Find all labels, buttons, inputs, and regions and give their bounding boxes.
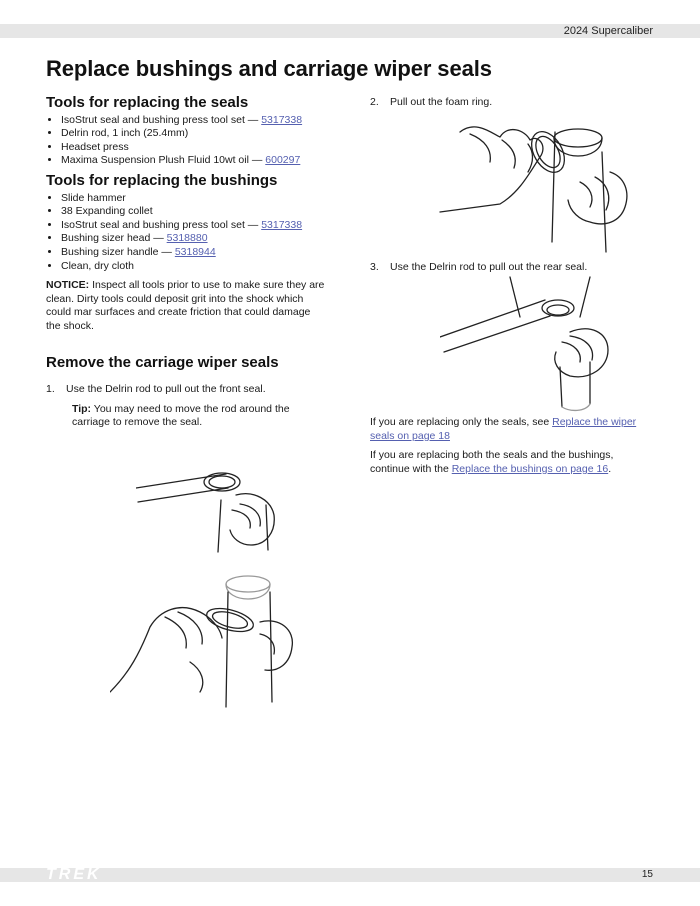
doc-title: 2024 Supercaliber xyxy=(563,25,653,37)
bushing-tools-list xyxy=(46,192,326,274)
list-item: • Maxima Suspension Plush Fluid 10wt oil — 600297 xyxy=(61,154,326,168)
front-seal-illustration xyxy=(136,460,281,555)
step-3: 3. Use the Delrin rod to pull out the rear seal. xyxy=(370,261,588,273)
header-bar xyxy=(0,24,700,38)
list-item: • IsoStrut seal and bushing press tool set — 5317338 xyxy=(61,219,326,233)
bushing-tools-heading: Tools for replacing the bushings xyxy=(46,171,278,189)
seal-removal-illustration xyxy=(110,572,300,712)
step-2: 2. Pull out the foam ring. xyxy=(370,96,493,108)
tip-paragraph: Tip: You may need to move the rod around the carriage to remove the seal. xyxy=(72,402,290,429)
right-column xyxy=(370,96,655,110)
list-item: • IsoStrut seal and bushing press tool set — 5317338 xyxy=(61,114,326,128)
right-column-notes xyxy=(370,416,655,476)
list-item: • Headset press xyxy=(61,141,326,155)
list-item: • Bushing sizer head — 5318880 xyxy=(61,232,326,246)
step-1: 1. Use the Delrin rod to pull out the front seal. xyxy=(46,383,266,396)
foam-ring-illustration xyxy=(430,112,640,257)
list-item: • 38 Expanding collet xyxy=(61,205,326,219)
page-title: Replace bushings and carriage wiper seals xyxy=(46,56,492,81)
rear-seal-illustration xyxy=(440,272,620,412)
notice-paragraph: NOTICE: Inspect all tools prior to use to make sure they are clean. Dirty tools could deposit grit into the shock which could mar surfaces and create friction that could damage the shock. xyxy=(46,279,325,332)
list-item: • Slide hammer xyxy=(61,192,326,206)
wiper-seals-link[interactable]: Replace the wiper seals on page 18 xyxy=(370,416,637,442)
trek-logo: TREK xyxy=(46,866,102,883)
part-link[interactable]: 5317338 xyxy=(261,218,303,231)
part-link[interactable]: 600297 xyxy=(265,154,301,167)
left-column xyxy=(46,96,326,430)
seals-only-paragraph: If you are replacing only the seals, see Replace the wiper seals on page 18 xyxy=(370,416,637,442)
part-link[interactable]: 5318944 xyxy=(174,245,216,258)
seal-tools-list xyxy=(46,114,326,168)
part-link[interactable]: 5317338 xyxy=(261,113,303,126)
part-link[interactable]: 5318880 xyxy=(166,232,208,245)
list-item: • Bushing sizer handle — 5318944 xyxy=(61,246,326,260)
seal-tools-heading: Tools for replacing the seals xyxy=(46,94,249,111)
list-item: • Delrin rod, 1 inch (25.4mm) xyxy=(61,127,326,141)
footer-bar xyxy=(0,868,700,882)
tip-label: Tip: xyxy=(72,402,92,415)
page-number: 15 xyxy=(641,869,653,880)
remove-section xyxy=(46,353,326,430)
list-item: • Clean, dry cloth xyxy=(61,260,326,274)
remove-heading: Remove the carriage wiper seals xyxy=(46,353,279,371)
notice-label: NOTICE: xyxy=(46,279,90,292)
seals-and-bushings-paragraph: If you are replacing both the seals and the bushings, continue with the Replace the bushings on page 16. xyxy=(370,449,614,475)
bushings-link[interactable]: Replace the bushings on page 16 xyxy=(451,462,609,475)
